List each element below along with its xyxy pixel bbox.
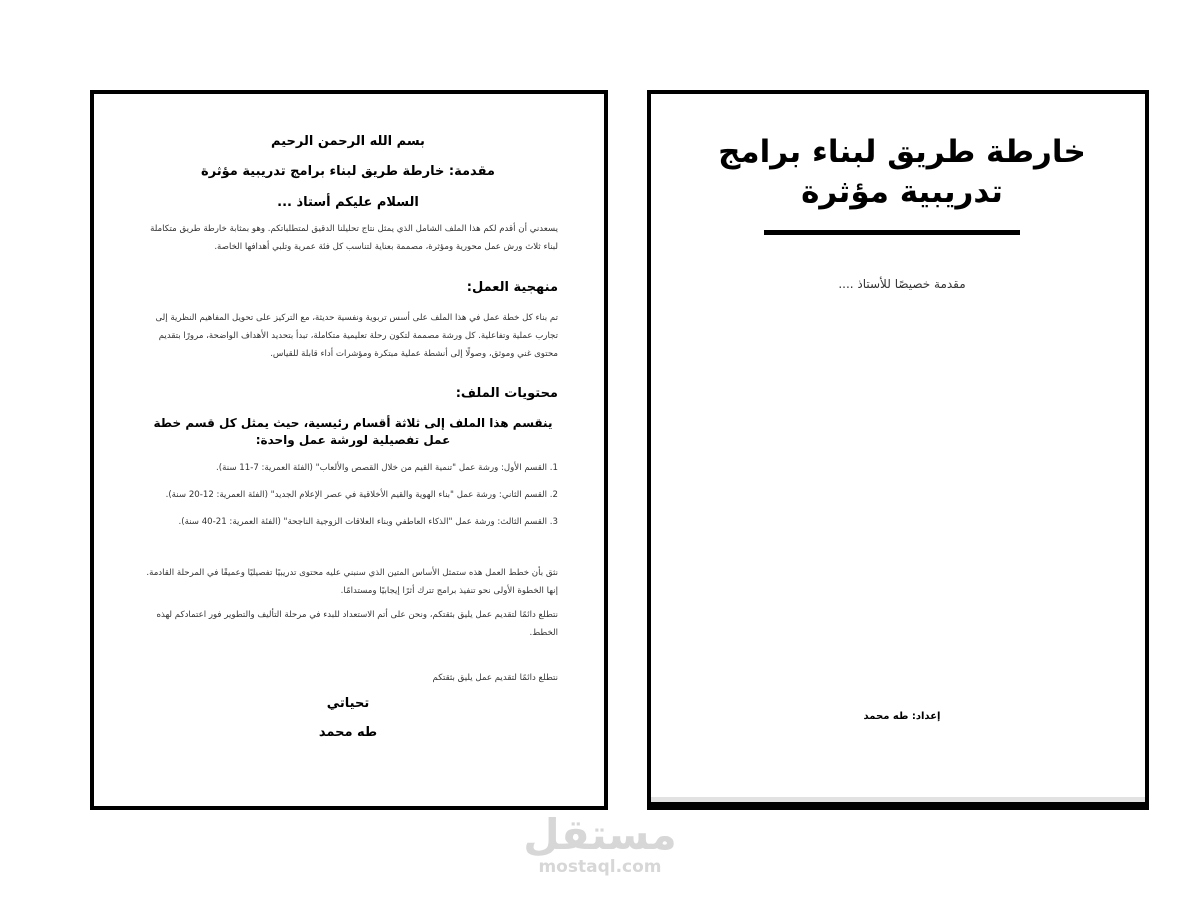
method-paragraph: تم بناء كل خطة عمل في هذا الملف على أسس تربوية ونفسية حديثة، مع التركيز على تحويل المفاهيم النظرية إلى تجارب عملية وتفاعلية. كل ورشة مصممة لتكون رحلة تعليمية متكاملة، تبدأ بتحديد الأهداف الواضحة، مرورًا بتقديم محتوى غني وموثق، وصولًا إلى أنشطة عملية مبتكرة ومؤشرات أداء قابلة للقياس. — [155, 313, 558, 359]
intro-page — [90, 90, 608, 810]
sections-list — [138, 460, 558, 541]
watermark-domain: mostaql.com — [538, 857, 662, 877]
list-item-number: 3. — [549, 517, 558, 527]
list-item — [138, 514, 558, 531]
greeting: السلام عليكم أستاذ ... — [277, 195, 419, 210]
cover-subtitle: مقدمة خصيصًا للأستاذ .... — [838, 277, 966, 291]
intro-paragraph: يسعدني أن أقدم لكم هذا الملف الشامل الذي يمثل نتاج تحليلنا الدقيق لمتطلباتكم. وهو بمثابة خارطة طريق متكاملة لبناء ثلاث ورش عمل محورية ومؤثرة، مصممة بعناية لتناسب كل فئة عمرية وتلبي أهدافها الخاصة. — [150, 224, 558, 252]
title-underline — [764, 230, 1020, 235]
regards: تحياتي — [326, 696, 370, 711]
list-item — [138, 460, 558, 477]
cover-page — [647, 90, 1149, 810]
confidence-paragraph: نثق بأن خطط العمل هذه ستمثل الأساس المتين الذي سنبني عليه محتوى تدريبيًا تفصيليًا وعميقًا في المرحلة القادمة. إنها الخطوة الأولى نحو تنفيذ برامج تترك أثرًا إيجابيًا ومستدامًا. — [146, 568, 558, 596]
prepared-by: إعداد: طه محمد — [863, 711, 941, 722]
page-shadow — [651, 797, 1145, 802]
ready-paragraph: نتطلع دائمًا لتقديم عمل يليق بثقتكم، ونحن على أتم الاستعداد للبدء في مرحلة التأليف والتطوير فور اعتمادكم لهذه الخطط. — [156, 610, 558, 638]
list-item-number: 1. — [549, 463, 558, 473]
method-heading: منهجية العمل: — [466, 280, 558, 295]
list-item — [138, 487, 558, 504]
list-item-text: القسم الأول: ورشة عمل "تنمية القيم من خلال القصص والألعاب" (الفئة العمرية: 7-11 سنة). — [216, 463, 548, 473]
list-item-number: 2. — [549, 490, 558, 500]
closing-line: نتطلع دائمًا لتقديم عمل يليق بثقتكم — [432, 673, 558, 683]
author-name: طه محمد — [318, 725, 378, 740]
list-item-text: القسم الثاني: ورشة عمل "بناء الهوية والقيم الأخلاقية في عصر الإعلام الجديد" (الفئة العمرية: 12-20 سنة). — [165, 490, 548, 500]
list-item-text: القسم الثالث: ورشة عمل "الذكاء العاطفي وبناء العلاقات الزوجية الناجحة" (الفئة العمرية: 21-40 سنة). — [178, 517, 548, 527]
intro-heading: مقدمة: خارطة طريق لبناء برامج تدريبية مؤثرة — [201, 164, 495, 179]
watermark — [500, 812, 700, 876]
contents-heading: محتويات الملف: — [455, 386, 558, 401]
watermark-logo: مستقل — [523, 810, 677, 859]
divided-heading: ينقسم هذا الملف إلى ثلاثة أقسام رئيسية، حيث يمثل كل قسم خطة عمل تفصيلية لورشة عمل واحدة: — [153, 416, 553, 447]
cover-title: خارطة طريق لبناء برامج تدريبية مؤثرة — [718, 134, 1086, 210]
basmala: بسم الله الرحمن الرحيم — [271, 134, 425, 149]
